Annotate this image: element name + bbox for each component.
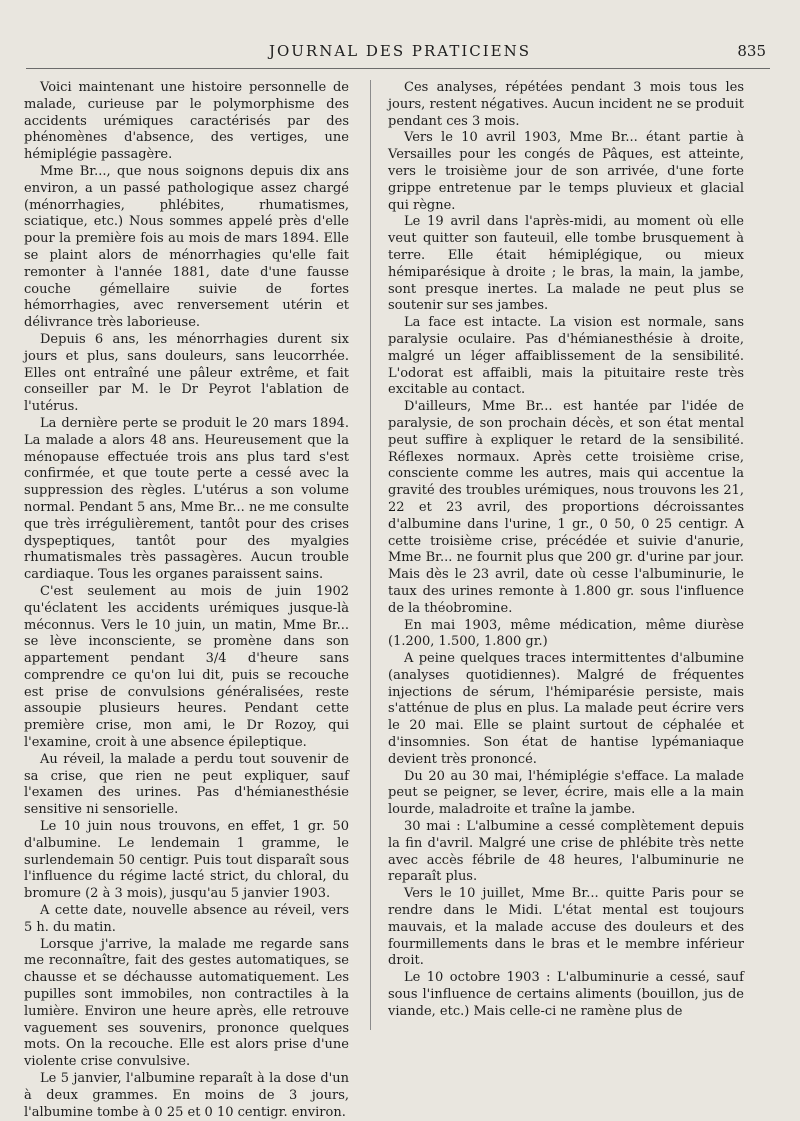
paragraph: A cette date, nouvelle absence au réveil, vers 5 h. du matin. [24, 903, 349, 935]
paragraph: Vers le 10 juillet, Mme Br... quitte Paris pour se rendre dans le Midi. L'état mental est toujours mauvais, et la malade accuse des douleurs et des fourmillements dans le bras et le membre inférieur droit. [388, 886, 744, 969]
left-column [24, 80, 349, 1121]
column-separator [370, 80, 371, 1030]
paragraph: Du 20 au 30 mai, l'hémiplégie s'efface. La malade peut se peigner, se lever, écrire, mais elle a la main lourde, maladroite et traîne la jambe. [388, 768, 744, 818]
paragraph: C'est seulement au mois de juin 1902 qu'éclatent les accidents urémiques jusque-là méconnus. Vers le 10 juin, un matin, Mme Br... se lève inconsciente, se promène dans son appartement pendant 3/4 d'heure sans comprendre ce qu'on lui dit, puis se recouche est prise de convulsions généralisées, reste assoupie plusieurs heures. Pendant cette première crise, mon ami, le Dr Rozoy, qui l'examine, croit à une absence épileptique. [24, 583, 349, 751]
paragraph: Le 5 janvier, l'albumine reparaît à la dose d'un à deux grammes. En moins de 3 jours, l'albumine tombe à 0 25 et 0 10 centigr. environ. [24, 1071, 349, 1120]
header-rule [26, 68, 770, 69]
paragraph: Le 10 octobre 1903 : L'albuminurie a cessé, sauf sous l'influence de certains aliments (bouillon, jus de viande, etc.) Mais celle-ci ne ramène plus de [388, 970, 744, 1019]
page-number: 835 [737, 42, 766, 60]
paragraph: D'ailleurs, Mme Br... est hantée par l'idée de paralysie, de son prochain décès, et son état mental peut suffire à expliquer le retard de la sensibilité. Réflexes normaux. Après cette troisième crise, consciente comme les autres, mais qui accentue la gravité des troubles urémiques, nous trouvons les 21, 22 et 23 avril, des proportions décroissantes d'albumine dans l'urine, 1 gr., 0 50, 0 25 centigr. A cette troisième crise, précédée et suivie d'anurie, Mme Br... ne fournit plus que 200 gr. d'urine par jour. Mais dès le 23 avril, date où cesse l'albuminurie, le taux des urines remonte à 1.800 gr. sous l'influence de la théobromine. [388, 399, 744, 616]
paragraph: Lorsque j'arrive, la malade me regarde sans me reconnaître, fait des gestes automatiques, se chausse et se déchausse automatiquement. Les pupilles sont immobiles, non contractiles à la lumière. Environ une heure après, elle retrouve vaguement ses souvenirs, prononce quelques mots. On la recouche. Elle est alors prise d'une violente crise convulsive. [24, 936, 349, 1070]
paragraph: Le 19 avril dans l'après-midi, au moment où elle veut quitter son fauteuil, elle tombe brusquement à terre. Elle était hémiplégique, ou mieux hémiparésique à droite ; le bras, la main, la jambe, sont presque inertes. La malade ne peut plus se soutenir sur ses jambes. [388, 214, 744, 314]
journal-title: JOURNAL DES PRATICIENS [268, 42, 532, 60]
paragraph: Vers le 10 avril 1903, Mme Br... étant partie à Versailles pour les congés de Pâques, est atteinte, vers le troisième jour de son arrivée, d'une forte grippe entretenue par le temps pluvieux et glacial qui règne. [388, 130, 744, 213]
paragraph: Depuis 6 ans, les ménorrhagies durent six jours et plus, sans douleurs, sans leucorrhée. Elles ont entraîné une pâleur extrême, et fait conseiller par M. le Dr Peyrot l'ablation de l'utérus. [24, 331, 349, 415]
paragraph: En mai 1903, même médication, même diurèse (1.200, 1.500, 1.800 gr.) [388, 617, 744, 650]
paragraph: Au réveil, la malade a perdu tout souvenir de sa crise, que rien ne peut expliquer, sauf l'examen des urines. Pas d'hémianesthésie sensitive ni sensorielle. [24, 751, 349, 818]
paragraph: A peine quelques traces intermittentes d'albumine (analyses quotidiennes). Malgré de fréquentes injections de sérum, l'hémiparésie persiste, mais s'atténue de plus en plus. La malade peut écrire vers le 20 mai. Elle se plaint surtout de céphalée et d'insomnies. Son état de hantise lypémaniaque devient très prononcé. [388, 651, 744, 767]
paragraph: Ces analyses, répétées pendant 3 mois tous les jours, restent négatives. Aucun incident ne se produit pendant ces 3 mois. [388, 80, 744, 129]
right-column [388, 80, 744, 1021]
paragraph: Voici maintenant une histoire personnelle de malade, curieuse par le polymorphisme des accidents urémiques caractérisés par des phénomènes d'absence, des vertiges, une hémiplégie passagère. [24, 80, 349, 163]
paragraph: 30 mai : L'albumine a cessé complètement depuis la fin d'avril. Malgré une crise de phlébite très nette avec accès fébrile de 48 heures, l'albuminurie ne reparaît plus. [388, 819, 744, 885]
paragraph: La face est intacte. La vision est normale, sans paralysie oculaire. Pas d'hémianesthésie à droite, malgré un léger affaiblissement de la sensibilité. L'odorat est affaibli, mais la pituitaire reste très excitable au contact. [388, 315, 744, 398]
paragraph: Le 10 juin nous trouvons, en effet, 1 gr. 50 d'albumine. Le lendemain 1 gramme, le surlendemain 50 centigr. Puis tout disparaît sous l'influence du régime lacté strict, du chloral, du bromure (2 à 3 mois), jusqu'au 5 janvier 1903. [24, 819, 349, 902]
paragraph: La dernière perte se produit le 20 mars 1894. La malade a alors 48 ans. Heureusement que la ménopause effectuée trois ans plus tard s'est confirmée, et que toute perte a cessé avec la suppression des règles. L'utérus a son volume normal. Pendant 5 ans, Mme Br... ne me consulte que très irrégulièrement, tantôt pour des crises dyspeptiques, tantôt pour des myalgies rhumatismales très passagères. Aucun trouble cardiaque. Tous les organes paraissent sains. [24, 415, 349, 583]
paragraph: Mme Br..., que nous soignons depuis dix ans environ, a un passé pathologique assez chargé (ménorrhagies, phlébites, rhumatismes, sciatique, etc.) Nous sommes appelé près d'elle pour la première fois au mois de mars 1894. Elle se plaint alors de ménorrhagies qu'elle fait remonter à l'année 1881, date d'une fausse couche gémellaire suivie de fortes hémorrhagies, avec renversement utérin et délivrance très laborieuse. [24, 163, 349, 331]
page-header [24, 40, 776, 64]
